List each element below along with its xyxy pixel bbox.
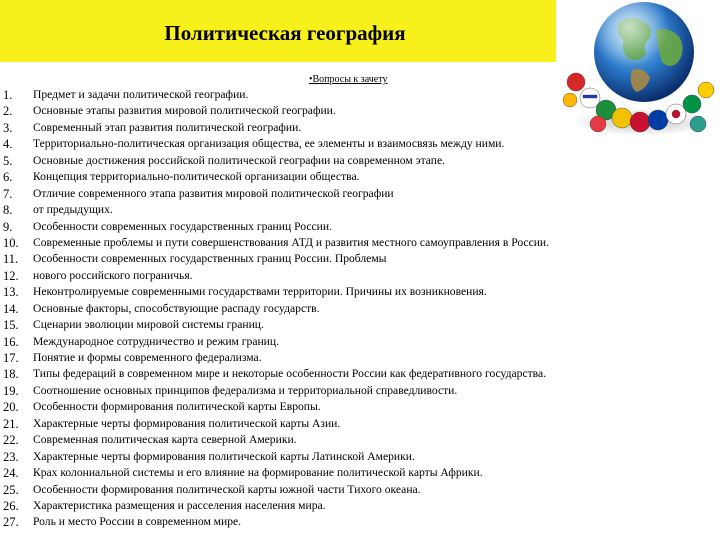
list-item-text: от предыдущих.: [33, 203, 113, 217]
list-item: [0, 334, 700, 350]
list-item: [0, 136, 700, 152]
list-item-number: 19.: [3, 383, 19, 398]
list-item-text: Особенности современных государственных границ России. Проблемы: [33, 252, 387, 266]
list-item-text: Современные проблемы и пути совершенствования АТД и развития местного самоуправления в России.: [33, 235, 550, 249]
list-item-text: Понятие и формы современного федерализма.: [33, 351, 262, 364]
list-item: [0, 498, 700, 514]
list-item: [0, 432, 700, 448]
list-item-text: Характерные черты формирования политической карты Латинской Америки.: [33, 449, 415, 463]
list-item-number: 20.: [3, 400, 19, 415]
list-item-number: 6.: [3, 170, 13, 185]
list-item-number: 12.: [3, 268, 19, 283]
list-item-text: Особенности формирования политической карты Европы.: [33, 400, 321, 414]
list-item: [0, 202, 700, 218]
list-item: [0, 399, 700, 415]
list-item: [0, 416, 700, 432]
list-item: [0, 268, 700, 284]
list-item-number: 13.: [3, 285, 19, 300]
list-item-number: 25.: [3, 482, 19, 497]
list-item-number: 2.: [3, 104, 13, 119]
list-item-number: 27.: [3, 515, 19, 530]
list-item-text: Основные этапы развития мировой политической географии.: [33, 104, 336, 118]
list-item-number: 11.: [3, 252, 19, 267]
list-item-text: Соотношение основных принципов федерализма и территориальной справедливости.: [33, 383, 458, 397]
list-item-number: 8.: [3, 203, 13, 218]
list-item-text: Современный этап развития политической географии.: [33, 120, 302, 134]
list-item-text: Особенности современных государственных границ России.: [33, 219, 332, 233]
list-item-text: Концепция территориально-политической организации общества.: [33, 170, 360, 184]
list-item: [0, 383, 700, 399]
page-title: Политическая география: [164, 20, 406, 45]
list-item-text: Особенности формирования политической карты южной части Тихого океана.: [33, 482, 421, 496]
list-item-number: 21.: [3, 416, 19, 431]
list-item-number: 9.: [3, 219, 13, 234]
list-item: [0, 186, 700, 202]
list-item-number: 15.: [3, 318, 19, 333]
list-item-text: Территориально-политическая организация общества, ее элементы и взаимосвязь между ними.: [33, 137, 505, 151]
list-item-text: нового российского пограничья.: [33, 268, 193, 282]
title-banner: [0, 0, 556, 62]
questions-list: [0, 87, 700, 531]
list-item-number: 3.: [3, 120, 13, 135]
list-item-text: Основные факторы, способствующие распаду государств.: [33, 301, 320, 315]
list-item: [0, 219, 700, 235]
list-item-text: Основные достижения российской политической географии на современном этапе.: [33, 153, 446, 167]
list-item-text: Современная политическая карта северной Америки.: [33, 433, 297, 447]
list-item-number: 1.: [3, 88, 13, 102]
list-item: [0, 514, 700, 530]
list-item-text: Роль и место России в современном мире.: [33, 515, 242, 529]
list-item: [0, 317, 700, 333]
list-item-number: 18.: [3, 367, 19, 382]
list-item-text: Типы федераций в современном мире и некоторые особенности России как федеративного государства.: [33, 367, 547, 381]
list-item-number: 10.: [3, 235, 19, 250]
list-item: [0, 301, 700, 317]
list-item: [0, 284, 700, 300]
list-item-text: Отличие современного этапа развития мировой политической географии: [33, 186, 394, 200]
list-item: [0, 169, 700, 185]
list-item: [0, 366, 700, 382]
list-item-number: 7.: [3, 186, 13, 201]
list-item-number: 17.: [3, 351, 19, 365]
list-item-number: 14.: [3, 301, 19, 316]
list-item: [0, 235, 700, 251]
list-item: [0, 465, 700, 481]
list-item: [0, 350, 700, 366]
list-item: [0, 449, 700, 465]
list-item-text: Характеристика размещения и расселения населения мира.: [33, 498, 326, 512]
list-item-text: Международное сотрудничество и режим границ.: [33, 334, 279, 348]
list-item-number: 23.: [3, 449, 19, 464]
list-item-number: 5.: [3, 153, 13, 168]
list-item: [0, 103, 700, 119]
list-item-text: Предмет и задачи политической географии.: [33, 88, 249, 101]
list-item-number: 16.: [3, 334, 19, 349]
list-item: [0, 251, 700, 267]
subtitle: •Вопросы к зачету: [309, 74, 388, 85]
list-item: [0, 120, 700, 136]
list-item-text: Неконтролируемые современными государствами территории. Причины их возникновения.: [33, 285, 487, 299]
list-item: [0, 482, 700, 498]
list-item: [0, 87, 700, 103]
list-item-text: Характерные черты формирования политической карты Азии.: [33, 416, 341, 430]
list-item-number: 22.: [3, 433, 19, 448]
list-item-text: Сценарии эволюции мировой системы границ.: [33, 318, 264, 332]
list-item-number: 24.: [3, 466, 19, 481]
list-item-text: Крах колониальной системы и его влияние на формирование политической карты Африки.: [33, 466, 483, 480]
list-item-number: 4.: [3, 137, 13, 152]
list-item-number: 26.: [3, 498, 19, 513]
list-item: [0, 153, 700, 169]
